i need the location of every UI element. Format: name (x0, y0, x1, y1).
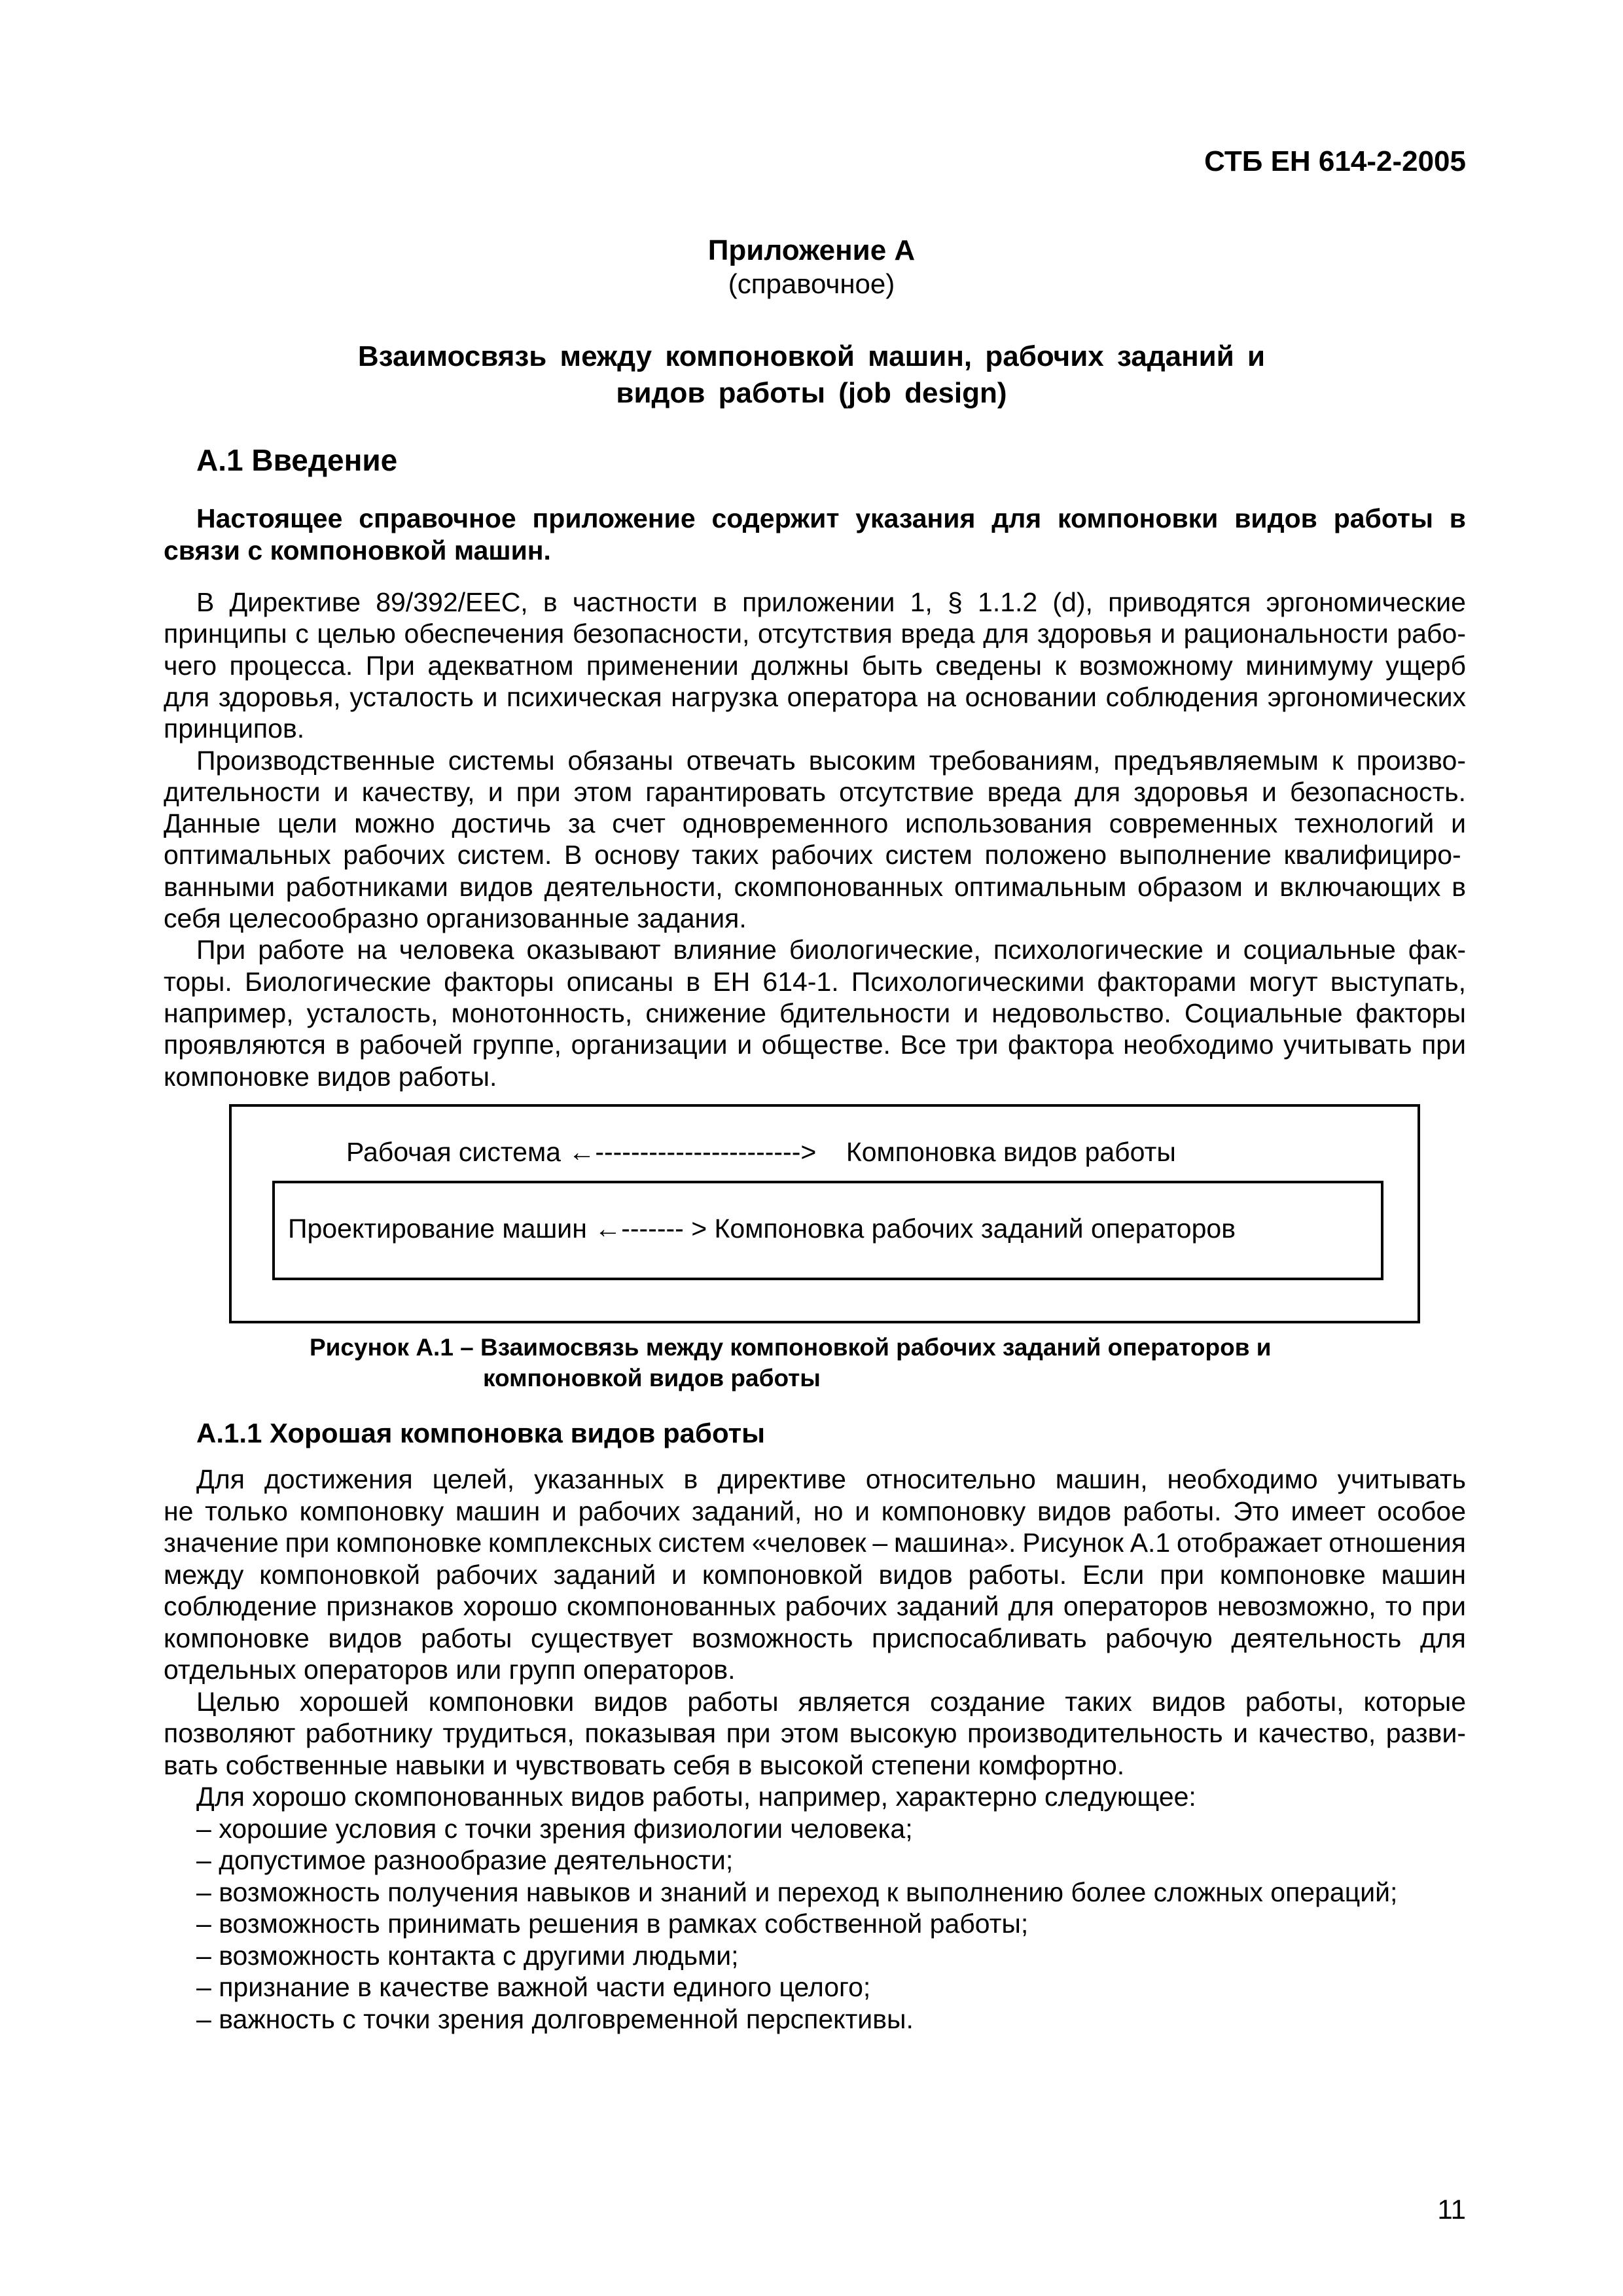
appendix-heading-line-2: видов работы (job design) (616, 377, 1007, 409)
paragraph-line: Для хорошо скомпонованных видов работы, например, характерно следующее: (196, 1782, 1196, 1812)
list-item: – возможность контакта с другими людьми; (196, 1941, 739, 1971)
paragraph-line: дительности и качеству, и при этом гарантировать отсутствие вреда для здоровья и безопасность. (164, 777, 1466, 807)
paragraph-line: позволяют работнику трудиться, показывая при этом высокую производительность и качество, разви- (164, 1718, 1466, 1748)
appendix-heading-line-1: Взаимосвязь между компоновкой машин, рабочих заданий и (357, 340, 1266, 372)
paragraph-line: себя целесообразно организованные задания. (164, 903, 747, 933)
paragraph-line: ванными работниками видов деятельности, скомпонованных оптимальным образом и включающих в (164, 872, 1466, 902)
paragraph-line: значение при компоновке комплексных систем «человек – машина». Рисунок А.1 отображает отношения (164, 1528, 1466, 1558)
paragraph-line: например, усталость, монотонность, снижение бдительности и недовольство. Социальные факторы (164, 998, 1466, 1028)
paragraph-line: Данные цели можно достичь за счет одновременного использования современных технологий и (164, 808, 1466, 838)
paragraph-line: соблюдение признаков хорошо скомпонованных рабочих заданий для операторов невозможно, то при (164, 1591, 1466, 1621)
document-code: СТБ ЕН 614-2-2005 (1204, 145, 1466, 177)
paragraph-line: принципов. (164, 713, 305, 744)
list-item: – возможность принимать решения в рамках собственной работы; (196, 1909, 1029, 1939)
paragraph-line: Настоящее справочное приложение содержит указания для компоновки видов работы в (196, 503, 1466, 533)
appendix-subtitle: (справочное) (728, 268, 895, 299)
paragraph-line: отдельных операторов или групп операторов. (164, 1655, 736, 1685)
figure-caption-line-2: компоновкой видов работы (483, 1365, 821, 1391)
paragraph-line: торы. Биологические факторы описаны в ЕН 614-1. Психологическими факторами могут выступать, (164, 967, 1466, 997)
list-item: – важность с точки зрения долговременной перспективы. (196, 2004, 914, 2034)
paragraph-line: компоновке видов работы существует возможность приспосабливать рабочую деятельность для (164, 1623, 1466, 1653)
paragraph-line: связи с компоновкой машин. (164, 535, 551, 565)
figure-inner-box (272, 1181, 1383, 1280)
paragraph-line: не только компоновку машин и рабочих заданий, но и компоновку видов работы. Это имеет особое (164, 1496, 1466, 1526)
list-item: – признание в качестве важной части единого целого; (196, 1972, 871, 2002)
paragraph-line: Целью хорошей компоновки видов работы является создание таких видов работы, которые (196, 1687, 1466, 1717)
list-item: – возможность получения навыков и знаний и переход к выполнению более сложных операций; (196, 1877, 1398, 1907)
figure-caption-line-1: Рисунок А.1 – Взаимосвязь между компоновкой рабочих заданий операторов и (310, 1334, 1272, 1361)
paragraph-line: проявляются в рабочей группе, организации и обществе. Все три фактора необходимо учитывать при (164, 1030, 1466, 1060)
figure-inner-text: Проектирование машин ←------- > Компоновка рабочих заданий операторов (288, 1213, 1236, 1244)
page-number: 11 (1437, 2194, 1466, 2225)
section-heading: А.1 Введение (196, 443, 398, 477)
paragraph-line: В Директиве 89/392/EEC, в частности в приложении 1, § 1.1.2 (d), приводятся эргономические (196, 587, 1466, 617)
subsection-heading: А.1.1 Хорошая компоновка видов работы (196, 1418, 766, 1448)
appendix-title: Приложение А (707, 234, 916, 266)
paragraph-line: чего процесса. При адекватном применении должны быть сведены к возможному минимуму ущерб (164, 651, 1466, 681)
paragraph-line: оптимальных рабочих систем. В основу таких рабочих систем положено выполнение квалифициро- (164, 840, 1461, 870)
figure-outer-text: Рабочая система ←-----------------------> Компоновка видов работы (346, 1137, 1176, 1167)
paragraph-line: Производственные системы обязаны отвечать высоким требованиям, предъявляемым к произво- (196, 745, 1466, 776)
paragraph-line: вать собственные навыки и чувствовать себя в высокой степени комфортно. (164, 1750, 1125, 1780)
paragraph-line: Для достижения целей, указанных в директиве относительно машин, необходимо учитывать (196, 1464, 1466, 1494)
paragraph-line: между компоновкой рабочих заданий и компоновкой видов работы. Если при компоновке машин (164, 1560, 1466, 1590)
paragraph-line: При работе на человека оказывают влияние биологические, психологические и социальные фак- (196, 935, 1466, 965)
paragraph-line: принципы с целью обеспечения безопасности, отсутствия вреда для здоровья и рациональности рабо- (164, 619, 1466, 649)
paragraph-line: компоновке видов работы. (164, 1062, 497, 1092)
paragraph-line: для здоровья, усталость и психическая нагрузка оператора на основании соблюдения эргономических (164, 682, 1466, 712)
list-item: – допустимое разнообразие деятельности; (196, 1845, 734, 1875)
list-item: – хорошие условия с точки зрения физиологии человека; (196, 1814, 913, 1844)
